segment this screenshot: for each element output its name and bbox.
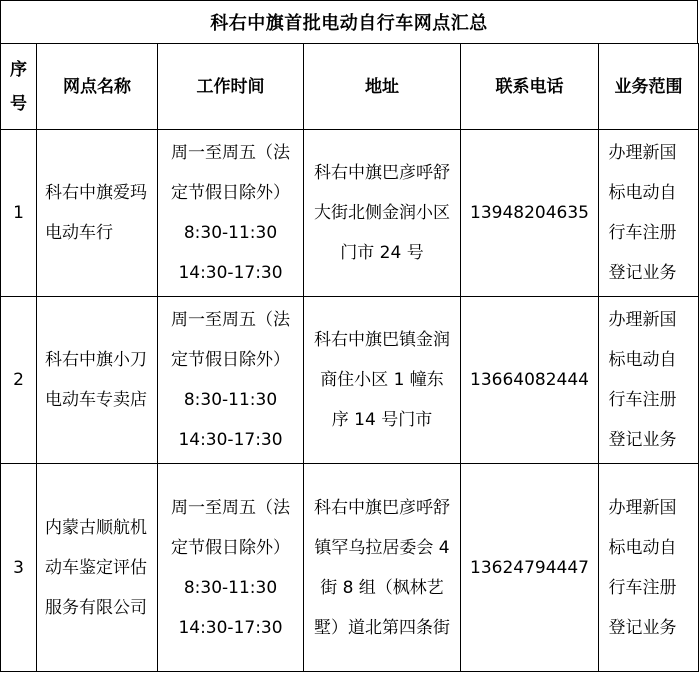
table-row xyxy=(1,297,699,464)
row-hours-am: 8:30-11:30 xyxy=(183,223,278,243)
row-hours xyxy=(158,464,304,672)
row-hours-am: 8:30-11:30 xyxy=(183,390,278,410)
row-phone: 13664082444 xyxy=(461,297,599,464)
header-phone: 联系电话 xyxy=(461,44,599,130)
row-name: 科右中旗小刀电动车专卖店 xyxy=(37,297,158,464)
row-hours-pm: 14:30-17:30 xyxy=(178,617,283,638)
row-hours-days: 周一至周五（法定节假日除外） xyxy=(171,143,290,203)
header-name: 网点名称 xyxy=(37,44,158,130)
row-hours-days: 周一至周五（法定节假日除外） xyxy=(171,310,290,370)
table-row xyxy=(1,130,699,297)
table-title: 科右中旗首批电动自行车网点汇总 xyxy=(0,0,698,44)
header-seq: 序号 xyxy=(1,44,37,130)
header-scope: 业务范围 xyxy=(599,44,699,130)
row-phone: 13948204635 xyxy=(461,130,599,297)
row-hours-pm: 14:30-17:30 xyxy=(178,430,283,450)
row-scope: 办理新国标电动自行车注册登记业务 xyxy=(599,130,699,297)
table-row xyxy=(1,464,699,672)
row-seq: 3 xyxy=(1,464,37,672)
row-seq: 1 xyxy=(1,130,37,297)
row-hours-pm: 14:30-17:30 xyxy=(178,263,283,283)
row-scope: 办理新国标电动自行车注册登记业务 xyxy=(599,297,699,464)
row-address: 科右中旗巴镇金润商住小区 1 幢东序 14 号门市 xyxy=(304,297,461,464)
header-hours: 工作时间 xyxy=(158,44,304,130)
row-hours-am: 8:30-11:30 xyxy=(183,577,278,598)
header-row xyxy=(1,44,699,130)
row-hours xyxy=(158,130,304,297)
row-phone: 13624794447 xyxy=(461,464,599,672)
row-name: 科右中旗爱玛电动车行 xyxy=(37,130,158,297)
row-hours xyxy=(158,297,304,464)
row-name: 内蒙古顺航机动车鉴定评估服务有限公司 xyxy=(37,464,158,672)
row-address: 科右中旗巴彦呼舒大街北侧金润小区门市 24 号 xyxy=(304,130,461,297)
row-address: 科右中旗巴彦呼舒镇罕乌拉居委会 4 街 8 组（枫林艺墅）道北第四条街 xyxy=(304,464,461,672)
row-hours-days: 周一至周五（法定节假日除外） xyxy=(171,497,290,558)
header-address: 地址 xyxy=(304,44,461,130)
row-seq: 2 xyxy=(1,297,37,464)
row-scope: 办理新国标电动自行车注册登记业务 xyxy=(599,464,699,672)
outlet-table xyxy=(0,43,699,672)
